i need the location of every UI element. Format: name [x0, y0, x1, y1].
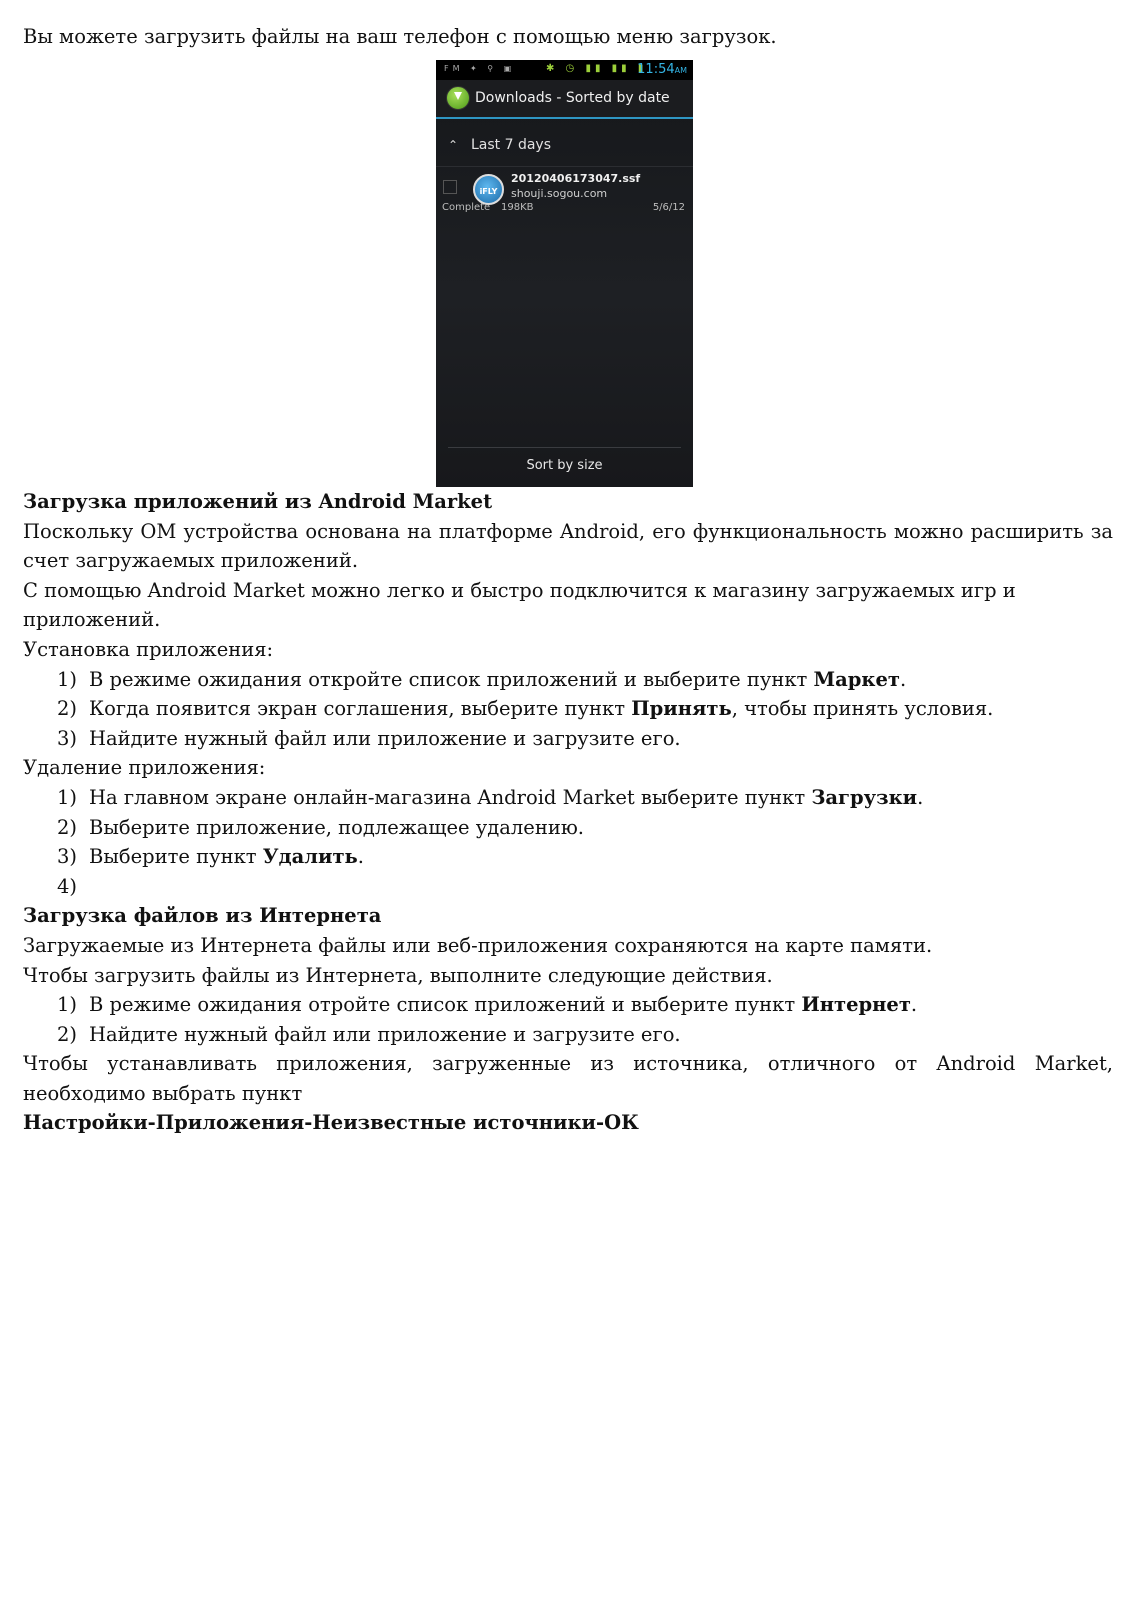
- section2-para2: Чтобы загрузить файлы из Интернета, выполните следующие действия.: [23, 963, 773, 987]
- section1-para1: Поскольку ОМ устройства основана на платформе Android, его функциональность можно расширить за счет загружаемых приложений.: [23, 519, 1113, 573]
- intro-paragraph: Вы можете загрузить файлы на ваш телефон с помощью меню загрузок.: [23, 25, 777, 48]
- list-item: [23, 842, 1113, 872]
- list-item-number: 2): [57, 815, 78, 839]
- list-item-bold: Удалить: [262, 845, 358, 869]
- clock-ampm: AM: [674, 66, 687, 75]
- document-body: [23, 487, 1113, 1138]
- file-date: 5/6/12: [652, 202, 685, 213]
- list-item-number: 1): [57, 993, 78, 1017]
- list-item: [23, 990, 1113, 1020]
- list-item-bold: Загрузки: [811, 785, 918, 809]
- list-item-number: 2): [57, 1022, 78, 1046]
- phone-screenshot: [436, 60, 693, 487]
- list-item: [23, 783, 1113, 813]
- chevron-up-icon: ⌃: [448, 138, 459, 152]
- install-steps-list: [23, 665, 1113, 754]
- group-header[interactable]: [436, 126, 693, 167]
- status-left-icons: FM ✦ ⚲ ▣: [444, 64, 516, 73]
- list-item: [23, 1020, 1113, 1050]
- list-item-bold: Маркет: [813, 667, 900, 691]
- list-item-number: 2): [57, 697, 78, 721]
- section2-heading: Загрузка файлов из Интернета: [23, 904, 382, 928]
- list-item-text: Найдите нужный файл или приложение и загрузите его.: [89, 1022, 681, 1046]
- ifly-app-icon: iFLY: [473, 174, 504, 205]
- install-label: Установка приложения:: [23, 637, 274, 661]
- settings-path: Настройки-Приложения-Неизвестные источники-ОК: [23, 1111, 639, 1135]
- list-item: [23, 665, 1113, 695]
- list-item-text: Когда появится экран соглашения, выберите пункт Принять, чтобы принять условия.: [89, 697, 994, 721]
- list-item-text: Выберите пункт Удалить.: [89, 845, 364, 869]
- file-source: shouji.sogou.com: [511, 187, 608, 200]
- bottom-bar: [448, 447, 681, 487]
- sort-by-size-button[interactable]: Sort by size: [526, 458, 603, 473]
- list-item-text: На главном экране онлайн-магазина Android Market выберите пункт Загрузки.: [89, 785, 924, 809]
- list-item-number: 1): [57, 667, 78, 691]
- list-item-number: 3): [57, 845, 78, 869]
- clock-time: 11:54: [637, 62, 675, 77]
- list-item-number: 3): [57, 726, 78, 750]
- document-page: [23, 22, 1113, 56]
- section1-heading: Загрузка приложений из Android Market: [23, 490, 493, 513]
- status-clock: [637, 62, 687, 77]
- file-status: Complete: [442, 202, 491, 213]
- list-item: [23, 813, 1113, 843]
- action-bar-title: Downloads - Sorted by date: [475, 90, 670, 106]
- list-item-bold: Интернет: [801, 993, 911, 1017]
- file-size: 198KB: [501, 202, 534, 213]
- list-item: [23, 724, 1113, 754]
- list-item-text: Найдите нужный файл или приложение и загрузите его.: [89, 726, 681, 750]
- action-bar: [436, 80, 693, 119]
- list-item: [23, 694, 1113, 724]
- status-bar: [436, 60, 693, 80]
- group-title: Last 7 days: [471, 137, 552, 153]
- internet-steps-list: [23, 990, 1113, 1049]
- section2-para3: Чтобы устанавливать приложения, загруженные из источника, отличного от Android Market, необходимо выбрать пункт: [23, 1052, 1113, 1105]
- status-right-icons: ✱ ◷ ▮▮ ▮▮ ▮: [546, 63, 648, 74]
- item-checkbox[interactable]: [443, 180, 457, 194]
- list-item-text: В режиме ожидания откройте список приложений и выберите пункт Маркет.: [89, 667, 907, 691]
- list-item-number: 1): [57, 785, 78, 809]
- download-list-item[interactable]: [436, 170, 693, 218]
- list-item-text: В режиме ожидания отройте список приложений и выберите пункт Интернет.: [89, 993, 918, 1017]
- remove-label: Удаление приложения:: [23, 756, 266, 780]
- file-name: 20120406173047.ssf: [511, 172, 641, 185]
- section1-para2: С помощью Android Market можно легко и быстро подключится к магазину загружаемых игр и приложений.: [23, 578, 1016, 632]
- list-item: [23, 872, 1113, 902]
- list-item-number: 4): [57, 874, 78, 898]
- list-item-text: Выберите приложение, подлежащее удалению.: [89, 815, 584, 839]
- remove-steps-list: [23, 783, 1113, 901]
- download-icon: [446, 86, 470, 110]
- section2-para1: Загружаемые из Интернета файлы или веб-приложения сохраняются на карте памяти.: [23, 933, 933, 957]
- list-item-bold: Принять: [631, 697, 732, 721]
